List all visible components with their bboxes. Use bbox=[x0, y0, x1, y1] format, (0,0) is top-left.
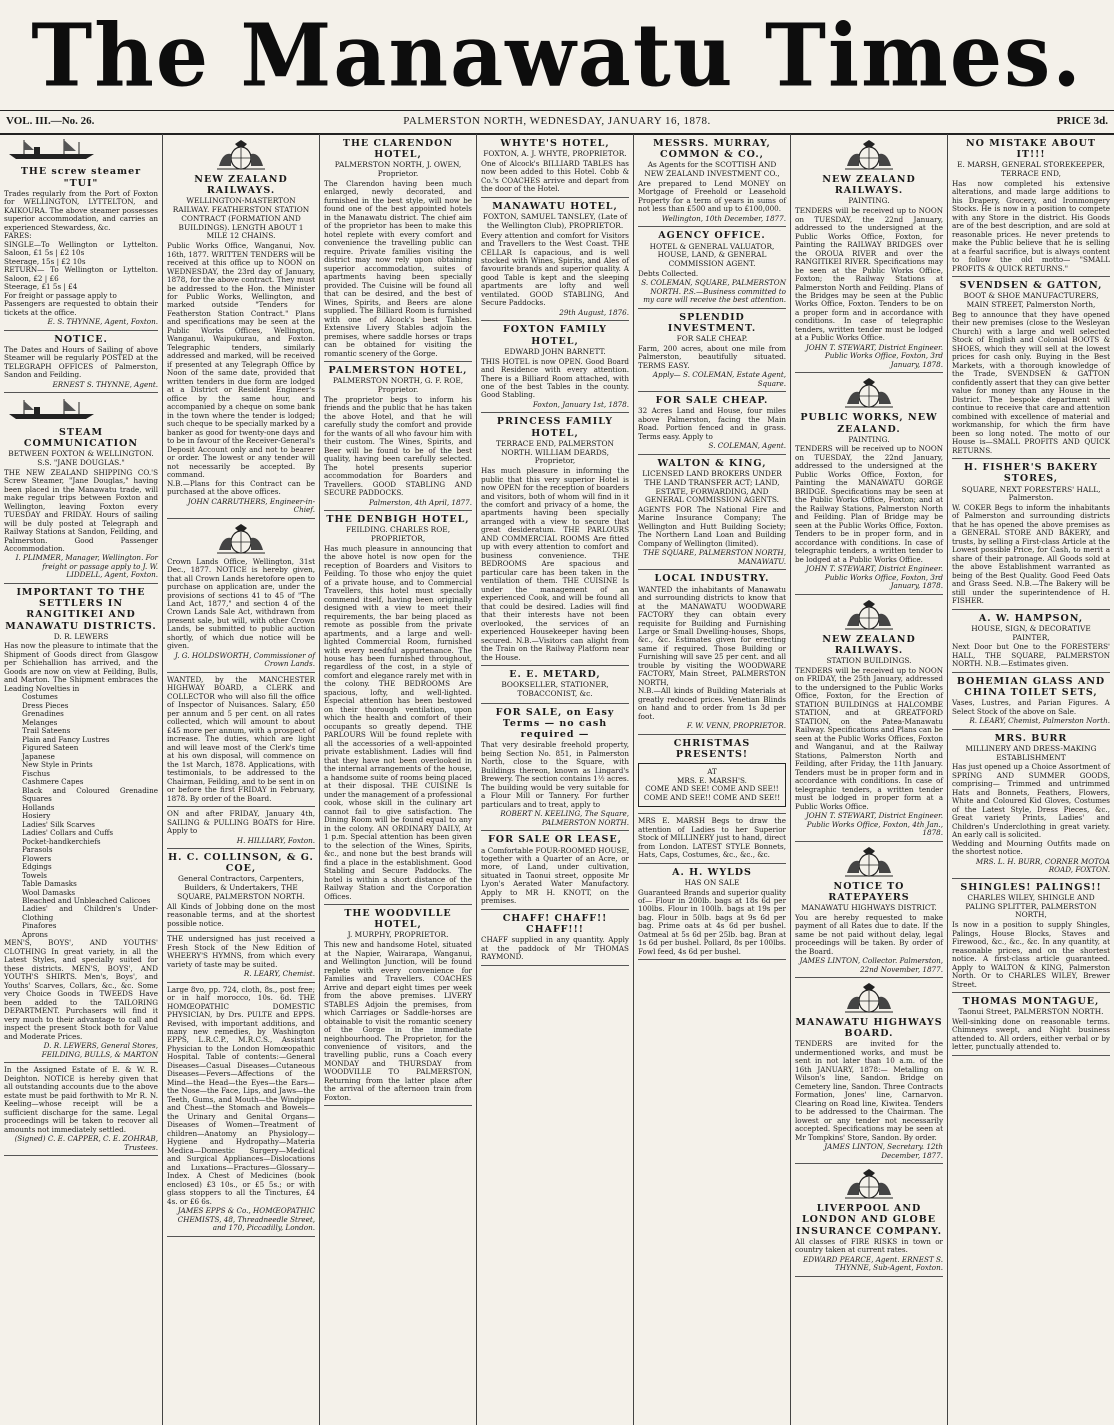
ad-body: WANTED, by the MANCHESTER HIGHWAY BOARD, a CLERK and COLLECTOR who will also fill the office of Inspector of Nuisances. Salary, £50 per annum and 5 per cent. on all rates collected, which will amount to about £45 more per annum, with a prospect of increase. The duties, which are light and will leave most of the Clerk's time at his own disposal, will commence on the 1st March, 1878. Applications, with testimonials, to be addressed to the Chairman, Feilding, and to be sent in on or before the first FRIDAY in February, 1878. By order of the Board. bbox=[167, 674, 315, 803]
column-1 bbox=[0, 134, 163, 1425]
advertisement bbox=[481, 707, 629, 831]
ad-signature: JOHN T. STEWART, District Engineer. Public Works Office, Foxton, 3rd January, 1878. bbox=[805, 342, 943, 369]
ad-subheading: TERRACE END, PALMERSTON NORTH. WILLIAM DEARDS, Proprietor, bbox=[496, 438, 614, 466]
advertisement bbox=[638, 458, 786, 571]
column-3 bbox=[320, 134, 477, 1425]
ad-subheading: As Agents for the SCOTTISH AND NEW ZEALAND INVESTMENT CO., bbox=[644, 160, 780, 179]
ad-signature: EDWARD PEARCE, Agent. ERNEST S. THYNNE, Sub-Agent, Foxton. bbox=[803, 1254, 943, 1273]
ad-body: You are hereby requested to make payment of all Rates due to date. If the same be not paid without delay, legal proceedings will be taken. By order of the Board. bbox=[795, 912, 943, 956]
ad-headline: NEW ZEALAND RAILWAYS. bbox=[822, 633, 916, 656]
ad-subheading: General Contractors, Carpenters, Builders, & Undertakers, THE SQUARE, PALMERSTON NORTH. bbox=[177, 874, 305, 901]
advertisement bbox=[167, 935, 315, 982]
ad-headline: NOTICE TO RATEPAYERS bbox=[828, 880, 910, 903]
ad-headline: WALTON & KING, bbox=[657, 457, 767, 469]
ad-signature: Apply— S. COLEMAN, Estate Agent, Square. bbox=[652, 370, 786, 388]
column-2 bbox=[163, 134, 320, 1425]
ad-headline: BOHEMIAN GLASS AND CHINA TOILET SETS, bbox=[956, 675, 1106, 699]
box-line: COME AND SEE!! COME AND SEE!! bbox=[643, 792, 781, 802]
ad-headline: STEAM COMMUNICATION bbox=[23, 426, 139, 449]
goods-item: Ladies' Collars and Cuffs bbox=[22, 828, 114, 838]
goods-item: Towels bbox=[22, 870, 47, 880]
advertisement bbox=[481, 201, 629, 322]
ad-subheading: J. MURPHY, PROPRIETOR. bbox=[347, 930, 449, 940]
ad-body: ON and after FRIDAY, January 4th, SAILING & PULLING BOATS for Hire. Apply to bbox=[167, 809, 315, 836]
ad-signature: R. LEARY, Chemist. bbox=[243, 969, 315, 979]
advertisement bbox=[638, 138, 786, 227]
advertisement bbox=[481, 913, 629, 966]
advertisement bbox=[4, 136, 158, 331]
ad-body: WANTED the inhabitants of Manawatu and surrounding districts to know that at the MANAWATU WOODWARE FACTORY they can obtain every requisite for Building and Furnishing Large or Small Dwelling-houses, Shops, &c., &c. Estimates given for erecting same if required. Those Building or Furnishing will save 25 per cent. and all trouble by visiting the WOODWARE FACTORY, Main Street, PALMERSTON NORTH, bbox=[638, 584, 786, 687]
ad-body: THE undersigned has just received a Fresh Stock of the New Edition of WHEERY'S HYMNS, from which every variety of taste may be suited. bbox=[167, 934, 315, 969]
royal-crest-icon bbox=[839, 598, 899, 632]
advertisement bbox=[638, 395, 786, 455]
ad-headline: A. H. WYLDS bbox=[672, 866, 752, 878]
advertisement bbox=[4, 587, 158, 1063]
fare-line: Steerage, £1 5s | £4 bbox=[4, 282, 78, 292]
ad-headline: THE WOODVILLE HOTEL, bbox=[344, 908, 452, 931]
royal-crest-icon bbox=[839, 845, 899, 879]
ad-subheading: CHARLES WILEY, SHINGLE AND PALING SPLITTER, PALMERSTON NORTH, bbox=[965, 892, 1097, 920]
ad-body: Debts Collected. bbox=[638, 268, 699, 278]
ad-subheading: MILLINERY AND DRESS-MAKING ESTABLISHMENT bbox=[965, 743, 1097, 762]
goods-item: Dress Pieces bbox=[22, 700, 69, 710]
goods-item: Aprons bbox=[22, 929, 48, 939]
box-line: COME AND SEE! COME AND SEE!! bbox=[645, 784, 779, 794]
goods-item: Fischus bbox=[22, 768, 50, 778]
ad-body: The proprietor begs to inform his friends and the public that he has taken the above Hotel, and that he will carefully study the comfort and provide for the wants of all who favour him with their custom. The Wines, Spirits, and Beer will be found to be of the best quality, having been carefully selected. The hotel presents superior accommodation for Boarders and Travellers. GOOD STABLING AND SECURE PADDOCKS. bbox=[324, 394, 472, 498]
advertisement bbox=[795, 138, 943, 373]
advertisement bbox=[952, 462, 1110, 610]
ad-headline: LOCAL INDUSTRY. bbox=[654, 573, 770, 585]
ad-subheading: PAINTING. bbox=[848, 196, 890, 206]
ad-signature: JOHN T. STEWART, District Engineer. Public Works Office, Foxton, 4th Jan., 1878. bbox=[805, 811, 943, 838]
advertisement bbox=[952, 280, 1110, 459]
advertisement bbox=[481, 324, 629, 413]
advertisement bbox=[795, 598, 943, 842]
box-line: MRS. E. MARSH'S. bbox=[677, 775, 747, 785]
royal-crest-icon bbox=[839, 376, 899, 410]
goods-item: Plain and Fancy Lustres bbox=[22, 734, 110, 744]
steamship-icon bbox=[4, 398, 104, 420]
ad-body: All classes of FIRE RISKS in town or country taken at current rates. bbox=[795, 1236, 943, 1255]
ad-headline: THE CLARENDON HOTEL, bbox=[342, 138, 454, 161]
ad-subheading: PAINTING. bbox=[848, 434, 890, 444]
ad-body: Trades regularly from the Port of Foxton for WELLINGTON, LYTTELTON, and KAIKOURA. The above steamer possesses superior accommodation, and carries an experienced Stewardess, &c. bbox=[4, 188, 158, 232]
goods-item: Japanese bbox=[22, 751, 55, 761]
ad-body: CHAFF supplied in any quantity. Apply at the paddock of Mr THOMAS RAYMOND. bbox=[481, 935, 629, 962]
goods-item: Melanges bbox=[22, 717, 58, 727]
ad-subheading: SQUARE, NEXT FORESTERS' HALL, Palmerston. bbox=[961, 484, 1101, 503]
fare-line: FARES: bbox=[4, 231, 32, 241]
goods-item: Pinafores bbox=[22, 921, 57, 931]
advertisement bbox=[324, 514, 472, 905]
ad-body: THE NEW ZEALAND SHIPPING CO.'S Screw Steamer, "Jane Douglas," having been placed in the Manawatu trade, will make regular trips between Foxton and Wellington, leaving Foxton every TUESDAY and FRIDAY. Hours of sailing will be duly posted at Telegraph and Railway Stations at Sandon, Feilding, and Palmerston. Good Passenger Accommodation. bbox=[4, 467, 158, 553]
ad-signature: (Signed) C. E. CAPPER, C. E. ZOHRAB, Trustees. bbox=[14, 1134, 158, 1152]
royal-crest-icon bbox=[839, 138, 899, 172]
advertisement bbox=[481, 138, 629, 198]
ad-body: TENDERS will be received up to NOON on TUESDAY, the 22nd January, addressed to the undersigned at the Public Works Office, Foxton, for Painting the RAILWAY BRIDGES over the OROUA RIVER and over the RANGITIKEI RIVER. Specifications may be seen at the Public Works Office, Foxton; the Railway Stations at Palmerston North and Feilding. Plans of the Bridges may be seen at the Public Works Office, Foxton. Tenders to be on a proper form and in accordance with conditions. In case of telegraphic tenders, written tender must be lodged at a Public Works Office. bbox=[795, 206, 943, 343]
ad-headline: MESSRS. MURRAY, COMMON & CO., bbox=[653, 138, 771, 161]
ad-headline: PRINCESS FAMILY HOTEL, bbox=[496, 416, 614, 439]
goods-item: Ladies' and Children's Under-Clothing bbox=[22, 904, 158, 922]
ad-body: Guaranteed Brands and superior quality of— Flour in 200lb. bags at 18s 6d per 100lbs. Flour in 100lb. bags at 19s per bag. Flour in 50lb. bags at 9s 6d per bag. Prime oats at 4s 6d per bushel. Oatmeal at 5s 6d per 25lb. bag. Bran at 1s 6d per bushel. Pollard, 8s per 100lbs. Fowl feed, 4s 6d per bushel. bbox=[638, 887, 786, 956]
ad-body: 32 Acres Land and House, four miles above Palmerston, facing the Main Road. Portion fenced and in grass. Terms easy. Apply to bbox=[638, 406, 786, 441]
advertisement bbox=[167, 986, 315, 1237]
ad-headline: MANAWATU HOTEL, bbox=[492, 200, 618, 212]
ad-headline: FOR SALE CHEAP. bbox=[655, 395, 769, 407]
ad-signature: I. PLIMMER, Manager, Wellington. For freight or passage apply to J. W. LIDDELL, Agent, Foxton. bbox=[15, 553, 158, 580]
issue-info-bar bbox=[0, 110, 1114, 135]
ad-signature: H. HILLIARY, Foxton. bbox=[236, 835, 315, 845]
goods-item: Pocket-handkerchiefs bbox=[22, 836, 101, 846]
ad-signature: JAMES EPPS & Co., HOMŒOPATHIC CHEMISTS, 48, Threadneedle Street, and 170, Piccadilly, London. bbox=[177, 1206, 315, 1233]
ad-headline: NOTICE. bbox=[54, 333, 108, 345]
steamship-icon bbox=[4, 138, 104, 160]
ad-signature: MRS. L. H. BURR, CORNER MOTOA ROAD, FOXTON. bbox=[975, 856, 1110, 875]
ad-headline: FOR SALE, on Easy Terms — no cash required — bbox=[495, 706, 615, 741]
advertisement bbox=[481, 669, 629, 704]
ad-signature: Foxton, January 1st, 1878. bbox=[532, 399, 629, 409]
ad-subheading: FEILDING. CHARLES ROE, PROPRIETOR, bbox=[345, 525, 451, 543]
advertisement bbox=[795, 981, 943, 1164]
ad-signature: JAMES LINTON, Collector. Palmerston, 22nd November, 1877. bbox=[799, 956, 943, 974]
christmas-box bbox=[638, 763, 786, 807]
advertisement bbox=[4, 1066, 158, 1156]
advertisement bbox=[167, 852, 315, 932]
fare-line: SINGLE—To Wellington or Lyttelton. Saloon, £1 5s | £2 10s bbox=[4, 239, 158, 258]
goods-item: Hosiery bbox=[22, 811, 51, 821]
ad-body: Has now completed his extensive alterations, and made large additions to his Drapery, Grocery, and Ironmongery Stocks. He is now in a position to compete with any Store in the district. His Goods are of the best description, and are sold at reasonable prices. He never pretends to make the Public believe that he is selling at a fearful sacrifice, but is always content to follow the old motto— "SMALL PROFITS & QUICK RETURNS." bbox=[952, 178, 1110, 273]
column-4 bbox=[477, 134, 634, 1425]
ad-headline: H. C. COLLINSON, & G. COE, bbox=[168, 852, 314, 875]
goods-item: Table Damasks bbox=[22, 879, 77, 889]
ad-body: Next Door but One to the FORESTERS' HALL, THE SQUARE, PALMERSTON NORTH. N.B.—Estimates given. bbox=[952, 642, 1110, 669]
royal-crest-icon bbox=[839, 1167, 899, 1201]
ad-headline: THE DENBIGH HOTEL, bbox=[326, 514, 470, 526]
ad-subheading: MANAWATU HIGHWAYS DISTRICT. bbox=[801, 902, 937, 912]
ad-headline: MRS. BURR bbox=[994, 732, 1068, 744]
ad-body: TENDERS will be received up to NOON on FRIDAY, the 25th January, addressed to the undersigned to the Public Works Office, Foxton, for the Erection of STATION BUILDINGS at HALCOMBE STATION, and at GREATFORD STATION, on the Patea-Manawatu Railway. Specifications and Plans can be seen at the Public Works Offices, Foxton and Wanganui, and at the Railway Stations, Palmerston North and Feilding, after Friday, the 11th January. Tenders must be in proper form and in accordance with conditions. In case of telegraphic tenders, a written tender must be lodged in proper form at a Public Works Office. bbox=[795, 665, 943, 811]
goods-list bbox=[4, 693, 158, 939]
ad-headline: SPLENDID INVESTMENT. bbox=[667, 311, 757, 334]
ad-body: TENDERS are invited for the undermentioned works, and must be sent in not later than 10 a.m. of the 16th JANUARY, 1878:— Metalling on Wilson's line, Sandon. Bridge on Cemetery line, Sandon. Three Contracts Formation, Jones' line, Carnarvon. Clearing on Road line, Kiwitea. Tenders to be addressed to the Chairman. The lowest or any tender not necessarily accepted. Specifications may be seen at Mr Tompkins' Store, Sandon. By order. bbox=[795, 1039, 943, 1142]
ad-body: Every attention and comfort for Visitors and Travellers to the West Coast. THE CELLAR Is capacious, and is well stocked with Wines, Spirits, and Ales of favourite brands and superior quality. A good Table is kept and the sleeping apartments are lofty and well ventilated. GOOD STABLING, And Secure Paddocks. bbox=[481, 230, 629, 308]
ad-headline: WHYTE'S HOTEL, bbox=[500, 138, 610, 149]
advertisement bbox=[952, 676, 1110, 730]
ad-subheading: PALMERSTON NORTH, G. F. ROE, Proprietor. bbox=[332, 376, 464, 394]
advertisement bbox=[952, 733, 1110, 879]
ad-body: MRS E. MARSH Begs to draw the attention of Ladies to her Superior Stock of MILLINERY just to hand, direct from London. LATEST STYLE Bonnets, Hats, Caps, Costumes, &c., &c., &c. bbox=[638, 816, 786, 860]
ad-extra: N.B.—Plans for this Contract can be purchased at the above offices. bbox=[167, 478, 315, 497]
newspaper-columns bbox=[0, 134, 1114, 1425]
ad-signature: S. COLEMAN, SQUARE, PALMERSTON NORTH. P.S.—Business committed to my care will receive the best attention. bbox=[641, 278, 786, 305]
column-6 bbox=[791, 134, 948, 1425]
ad-body: Beg to announce that they have opened their new premises (close to the Wesleyan Church) with a large and well selected Stock of English and Colonial BOOTS & SHOES, which they will sell at the lowest prices for cash only. Buying in the Best Markets, with a thorough knowledge of the Trade, SVENDSEN & GATTON confidently assert that they can give better value for money than any House in the District. The bespoke department will continue to receive that care and attention combined with excellence of material and workmanship, for which the firm have been so long noted. The motto of our House is—SMALL PROFITS AND QUICK RETURNS. bbox=[952, 309, 1110, 455]
advertisement bbox=[795, 1167, 943, 1277]
advertisement bbox=[638, 230, 786, 308]
goods-item: Edgings bbox=[22, 862, 52, 872]
ad-body: The Clarendon having been much enlarged, newly decorated, and furnished in the best style, will now be found one of the best appointed hotels in the Manawatu district. The chief aim of the proprietor has been to make this hotel replete with every comfort and convenience the travelling public can require. Private families visiting the district may now rely upon obtaining superior accommodation, suites of apartments having been specially provided. The Cuisine will be found all that can be desired, and the best of Wines, Spirits, and Beers are alone supplied. The Billiard Room is furnished with one of Alcock's best Tables. Extensive Livery Stables adjoin the premises, where saddle horses or traps can be obtained for visiting the romantic scenery of the Gorge. bbox=[324, 178, 472, 358]
royal-crest-icon bbox=[211, 522, 271, 556]
volume-number: VOL. III.—No. 26. bbox=[6, 115, 95, 127]
ad-body: Vases, Lustres, and Parian Figures. A Select Stock of the above on Sale. bbox=[952, 698, 1110, 716]
advertisement bbox=[167, 810, 315, 849]
ad-body: Has just opened up a Choice Assortment of SPRING AND SUMMER GOODS, comprising— Trimmed and untrimmed Hats and Bonnets, Feathers, Flowers, White and Coloured Kid Gloves, Costumes of the Latest Style, Dress Pieces, &c., Great variety Prints, Ladies' and Children's Underclothing in great variety. An early call is solicited. bbox=[952, 762, 1110, 840]
ad-headline: PALMERSTON HOTEL, bbox=[328, 365, 468, 377]
ad-headline: NO MISTAKE ABOUT IT!!! bbox=[965, 138, 1097, 161]
ad-signature: D. R. LEWERS, General Stores, FEILDING, BULLS, & MARTON bbox=[41, 1041, 158, 1059]
fare-line: For freight or passage apply to bbox=[4, 290, 117, 300]
ad-signature: R. LEARY, Chemist, Palmerston North. bbox=[969, 716, 1110, 726]
ad-headline: SVENDSEN & GATTON, bbox=[959, 280, 1103, 292]
ad-headline: H. FISHER'S BAKERY STORES, bbox=[963, 462, 1099, 485]
box-line: AT bbox=[707, 767, 717, 777]
advertisement bbox=[952, 882, 1110, 993]
advertisement bbox=[4, 334, 158, 394]
goods-item: Costumes bbox=[22, 692, 58, 702]
ad-signature: JAMES LINTON, Secretary. 12th December, 1877. bbox=[824, 1142, 943, 1160]
ad-headline: THE screw steamer "TUI" bbox=[20, 166, 142, 189]
newspaper-title: The Manawatu Times. bbox=[31, 5, 1083, 107]
ad-extra: Wedding and Mourning Outfits made on the shortest notice. bbox=[952, 838, 1110, 857]
ad-headline: NEW ZEALAND RAILWAYS. bbox=[822, 174, 916, 197]
ad-subheading: HOTEL & GENERAL VALUATOR, HOUSE, LAND, & GENERAL COMMISSION AGENT. bbox=[649, 241, 775, 268]
advertisement bbox=[167, 138, 315, 519]
advertisement bbox=[167, 522, 315, 673]
ad-extra: Passengers are requested to obtain their tickets at the office. bbox=[4, 299, 158, 317]
ad-headline: CHAFF! CHAFF!! CHAFF!!! bbox=[502, 912, 608, 936]
advertisement bbox=[481, 416, 629, 666]
ad-body: a Comfortable FOUR-ROOMED HOUSE, together with a Quarter of an Acre, or more, of Land, under cultivation, situated in Taonui street, opposite Mr Lyon's Aerated Water Manufactory. Apply to MR H. KNOTT, on the premises. bbox=[481, 845, 629, 906]
ad-subheading: HOUSE, SIGN, & DECORATIVE PAINTER, bbox=[971, 624, 1091, 642]
ad-subheading: STATION BUILDINGS. bbox=[826, 656, 912, 666]
goods-item: Wool Damasks bbox=[22, 887, 76, 897]
advertisement bbox=[324, 365, 472, 511]
ad-body: That very desirable freehold property, being Section No. 851, in Palmerston North, close to the Square, with Buildings thereon, known as Lingard's Brewery. The section contains 1½ acres. The building would be very suitable for a Flour Mill or Tannery. For further particulars and to treat, apply to bbox=[481, 740, 629, 809]
ad-body: Has much pleasure in informing the public that this very superior Hotel is now OPEN for the reception of boarders and visitors, both of whom will find in it the comfort and privacy of a home, the apartments having been specially arranged with a view to secure that great desideratum. THE PARLOURS AND COMMERCIAL ROOMS Are fitted up with every attention to comfort and business convenience. THE BEDROOMS Are spacious and particular care has been taken in the ventilation of them. THE CUISINE Is under the management of an experienced Cook, and will be found all that could be desired. Ladies will find that their interests have not been overlooked, the services of an experienced Housekeeper having been secured. N.B.—Visitors can alight from the Train on the Railway Platform near the House. bbox=[481, 466, 629, 662]
ad-body: In the Assigned Estate of E. & W. R. Deighton. NOTICE is hereby given that all outstanding accounts due to the above estate must be paid forthwith to Mr R. N. Keeling—whose receipt will be a sufficient discharge for the same. Legal proceedings will be taken to recover all amounts not immediately settled. bbox=[4, 1065, 158, 1134]
ad-subheading: D. R. LEWERS bbox=[53, 631, 109, 641]
ad-body: This new and handsome Hotel, situated at the Napier, Wairarapa, Wanganui, and Wellington Junction, will be found replete with every convenience for Families and Travellers. COACHES Arrive and depart eight times per week from the above premises. LIVERY STABLES Adjoin the premises, from which Carriages or Saddle-horses are obtainable to visit the romantic scenery of the Gorge in the immediate neighbourhood. The Proprietor, for the convenience of visitors, and the travelling public, runs a Coach every MONDAY and THURSDAY from WOODVILLE TO PALMERSTON, Returning from the latter place after the arrival of the afternoon train from Foxton. bbox=[324, 940, 472, 1102]
goods-item: Cashmere Capes bbox=[22, 777, 84, 787]
ad-subheading: HAS ON SALE bbox=[684, 877, 740, 887]
advertisement bbox=[638, 817, 786, 863]
dateline: PALMERSTON NORTH, WEDNESDAY, JANUARY 16, 1878. bbox=[403, 115, 711, 127]
ad-extra: N.B.—All kinds of Building Materials at greatly reduced prices. Venetian Blinds on hand and to order from 1s 3d per foot. bbox=[638, 686, 786, 721]
goods-item: Bleached and Unbleached Calicoes bbox=[22, 896, 151, 905]
advertisement bbox=[324, 138, 472, 362]
goods-item: Ladies' Silk Scarves bbox=[22, 819, 95, 829]
goods-item: Grenadines bbox=[22, 709, 64, 719]
advertisement bbox=[795, 845, 943, 979]
ad-body: Are prepared to Lend MONEY on Mortgage of Freehold or Leasehold Property for a term of years in sums of not less than £500 and up to £100,000. bbox=[638, 178, 786, 214]
ad-subheading: E. MARSH, GENERAL STOREKEEPER, TERRACE END, bbox=[957, 160, 1105, 179]
ad-body: Well-sinking done on reasonable terms. Chimneys swept, and Night business attended to. All orders, either verbal or by letter, punctually attended to. bbox=[952, 1016, 1110, 1052]
ad-extra: MEN'S, BOYS', AND YOUTHS' CLOTHING In great variety, in all the Latest Styles, and specially suited for these districts. MEN'S, BOYS', AND YOUTH'S SHIRTS. Men's, Boys', and Youths' Scarves, Collars, &c., &c. Some very Choice Goods in TWEEDS Have been added to the TAILORING DEPARTMENT. Purchasers will find it very much to their advantage to call and inspect the present Stock both for Value and Moderate Prices. bbox=[4, 938, 158, 1041]
ad-signature: S. COLEMAN, Agent. bbox=[708, 441, 786, 451]
column-5 bbox=[634, 134, 791, 1425]
royal-crest-icon bbox=[839, 981, 899, 1015]
ad-headline: MANAWATU HIGHWAYS BOARD. bbox=[795, 1017, 943, 1040]
ad-body: Has now the pleasure to intimate that the Shipment of Goods direct from Glasgow per Schiehallion has arrived, and the Goods are now on view at Feilding, Bulls, and Marton. The Shipment embraces the Leading Novelties in bbox=[4, 641, 158, 693]
advertisement bbox=[795, 376, 943, 594]
ad-headline: LIVERPOOL AND LONDON AND GLOBE INSURANCE COMPANY. bbox=[795, 1203, 943, 1237]
ad-subheading: WELLINGTON-MASTERTON RAILWAY. FEATHERSTON STATION CONTRACT (FORMATION AND BUILDINGS). LENGTH ABOUT 1 MILE 12 CHAINS. bbox=[172, 196, 310, 241]
advertisement bbox=[638, 573, 786, 734]
ad-body: Farm, 200 acres, about one mile from Palmerston, beautifully situated. TERMS EASY. bbox=[638, 343, 786, 370]
ad-subheading: FOXTON, A. J. WHYTE, PROPRIETOR. bbox=[483, 149, 627, 159]
ad-subheading: BOOKSELLER, STATIONER, TOBACCONIST, &c. bbox=[501, 680, 609, 699]
goods-item: Figured Sateen bbox=[22, 743, 79, 753]
ad-headline: PUBLIC WORKS, NEW ZEALAND. bbox=[800, 412, 938, 435]
ad-subheading: EDWARD JOHN BARNETT. bbox=[504, 346, 606, 356]
price: PRICE 3d. bbox=[1056, 115, 1108, 127]
advertisement bbox=[952, 996, 1110, 1056]
ad-headline: AGENCY OFFICE. bbox=[658, 230, 766, 242]
ad-body: One of Alcock's BILLIARD TABLES has now been added to this Hotel. Cobb & Co.'s COACHES arrive and depart from the door of the Hotel. bbox=[481, 158, 629, 194]
ad-body: All Kinds of Jobbing done on the most reasonable terms, and at the shortest possible notice. bbox=[167, 901, 315, 928]
advertisement bbox=[952, 138, 1110, 277]
advertisement bbox=[4, 396, 158, 584]
ad-signature: F. W. VENN, PROPRIETOR. bbox=[686, 721, 786, 731]
ad-subheading: BETWEEN FOXTON & WELLINGTON. S.S. "JANE DOUGLAS." bbox=[8, 449, 154, 467]
ad-body: THIS HOTEL is now OPEN. Good Board and Residence with every attention. There is a Billiard Room attached, with one of the best Tables in the county. Good Stabling. bbox=[481, 356, 629, 400]
ad-signature: JOHN T. STEWART, District Engineer. Public Works Office, Foxton, 3rd January, 1878. bbox=[805, 564, 943, 591]
ad-body: Has much pleasure in announcing that the above hotel is now open for the reception of Boarders and Visitors to Feilding. To those who enjoy the quiet of a private house, and to Commercial Travellers, this hotel must specially commend itself, having been originally designed with a view to meet their requirements, the bar being placed as remote as possible from the private apartments, and a large and well-lighted Commercial Room, furnished with every needful appurtenance. The house has been furnished throughout, regardless of the cost, in a style of comfort and elegance rarely met with in the colony. THE BEDROOMS Are spacious, lofty, and well-lighted. Especial attention has been bestowed on their thorough ventilation, upon which the health and comfort of their occupants so greatly depend. THE PARLOURS Will be found replete with all the accessories of a well-appointed private establishment. Ladies will find that they have not been overlooked in the internal arrangements of the house, a handsome suite of rooms being placed at their disposal. THE CUISINE Is under the management of a professional cook, whose skill in the culinary art cannot fail to give satisfaction. The Dining Room will be found equal to any in the colony. AN ORDINARY DAILY, At 1 p.m. Special attention has been given to the selection of the Wines, Spirits, &c., and none but the best brands will find a place in the establishment. Good Stabling and Secure Paddocks. The hotel is within a short distance of the Railway Station and the Corporation Offices. bbox=[324, 543, 472, 901]
advertisement bbox=[638, 867, 786, 961]
fare-line: Steerage, 15s | £2 10s bbox=[4, 256, 86, 266]
ad-signature: 29th August, 1876. bbox=[559, 307, 629, 317]
ad-headline: NEW ZEALAND RAILWAYS. bbox=[194, 174, 288, 197]
ad-subheading: PALMERSTON NORTH, J. OWEN, Proprietor. bbox=[334, 160, 462, 179]
column-7 bbox=[948, 134, 1114, 1425]
ad-subheading: BOOT & SHOE MANUFACTURERS, MAIN STREET, Palmerston North, bbox=[963, 291, 1099, 310]
ad-body: Large 8vo, pp. 724, cloth, 8s., post free; or in half morocco, 10s. 6d. THE HOMŒOPATHIC DOMESTIC PHYSICIAN, by Drs. PULTE and EPPS. Revised, with important additions, and many new remedies, by Washington EPPS, L.R.C.P., M.R.C.S., Assistant Physician to the London Homœopathic Hospital. Table of contents:—General Diseases—Casual Diseases—Cutaneous Diseases—Fevers—Affections of the Mind—the Head—the Eyes—the Ears—the Nose—the Face, Lips, and Jaws—the Teeth, Gums, and Mouth—the Windpipe and Chest—the Stomach and Bowels—the Urinary and Genital Organs—Diseases of Women—Treatment of children—Anatomy an Physiology—Hygiene and Hydropathy—Materia Medica—Domestic Surgery—Medical and Surgical Appliances—Dislocations and Luxations—Fractures—Glossary—Index. A Chest of Medicines (book enclosed) £3 10s., or £5 5s.; or with glass stoppers to all the Tinctures, £4 4s. or £6 6s. bbox=[167, 984, 315, 1206]
fare-lines bbox=[4, 232, 158, 300]
goods-item: Flowers bbox=[22, 853, 52, 863]
ad-subheading: LICENSED LAND BROKERS UNDER THE LAND TRANSFER ACT; LAND, ESTATE, FORWARDING, AND GENERAL COMMISSION AGENTS. bbox=[642, 469, 782, 505]
ad-signature: THE SQUARE, PALMERSTON NORTH, MANAWATU. bbox=[643, 548, 786, 566]
ad-headline: E. E. METARD, bbox=[509, 669, 601, 681]
ad-body: Public Works Office, Wanganui, Nov. 16th, 1877. WRITTEN TENDERS will be received at this office up to NOON on WEDNESDAY, the 23rd day of January, 1878, for the above contract. They must be addressed to the Hon. the Minister for Public Works, Wellington, and marked outside "Tenders for Featherston Station Contract." Plans and specifications may be seen at the Public Works Offices, Wellington, Wanganui, Waipukurau, and Foxton. Telegraphic tenders, similarly addressed and marked, will be received if presented at any Telegraph Office by Noon of the same date, provided that written tenders in due form are lodged at a District or Resident Engineer's office by the same hour, and accompanied by a cheque on some bank in the town where the tender is lodged; such cheque to be specially marked by a banker as good for twenty-one days and to be in favour of the Receiver-General's Deposit Account only and not to bearer or order. The lowest or any tender will not necessarily be accepted. By command. bbox=[167, 241, 315, 480]
ad-headline: IMPORTANT TO THE SETTLERS IN RANGITIKEI AND MANAWATU DISTRICTS. bbox=[5, 586, 157, 632]
ad-body: AGENTS FOR The National Fire and Marine Insurance Company; The Wellington and Hutt Building Society; The Northern Land Loan and Building Company of Wellington (limited). bbox=[638, 504, 786, 548]
masthead bbox=[0, 0, 1114, 112]
goods-item: Trail Sateens bbox=[22, 726, 71, 736]
ad-body: The Dates and Hours of Sailing of above Steamer will be regularly POSTED at the TELEGRAPH OFFICES of Palmerston, Sandon and Feilding. bbox=[4, 344, 158, 380]
ad-headline: FOXTON FAMILY HOTEL, bbox=[503, 324, 607, 347]
ad-signature: J. G. HOLDSWORTH, Commissioner of Crown Lands. bbox=[174, 650, 315, 669]
ad-headline: FOR SALE OR LEASE, bbox=[488, 834, 622, 846]
advertisement bbox=[638, 738, 786, 814]
ad-signature: Wellington, 10th December, 1877. bbox=[661, 213, 786, 223]
ad-signature: ERNEST S. THYNNE, Agent. bbox=[52, 379, 158, 389]
ad-signature: ROBERT N. KEELING, The Square, PALMERSTON NORTH. bbox=[500, 809, 629, 827]
ad-subheading: FOR SALE CHEAP. bbox=[676, 334, 748, 344]
ad-body: W. COKER Begs to inform the inhabitants of Palmerston and surrounding districts that he has opened the above premises as a GENERAL STORE AND BAKERY, and trusts, by selling a First-class Article at the Lowest possible Price, for Cash, to merit a share of their patronage. All Goods sold at the above Establishment warranted as being of the Best Quality. Good Feed Oats and Grass Seed. N.B.—The Bakery will be still under the superintendence of H. FISHER. bbox=[952, 502, 1110, 606]
goods-item: Hollands bbox=[22, 802, 55, 812]
goods-item: New Style in Prints bbox=[22, 760, 93, 770]
ad-signature: JOHN CARRUTHERS, Engineer-in-Chief. bbox=[187, 496, 315, 515]
ad-body: TENDERS will be received up to NOON on TUESDAY, the 22nd January, addressed to the undersigned at the Public Works Office, Foxton, for Painting the MANAWATU GORGE BRIDGE. Specifications may be seen at the Public Works Office, Foxton; and at the Railway Stations, Palmerston North and Feilding. Plan of Bridge may be seen at the Public Works Office, Foxton. Tenders to be in proper form, and in accordance with conditions. In case of telegraphic tenders, a written tender to be lodged at a Public Works Office. bbox=[795, 444, 943, 564]
ad-headline: SHINGLES! PALINGS!! bbox=[960, 881, 1102, 893]
advertisement bbox=[167, 676, 315, 807]
advertisement bbox=[952, 613, 1110, 673]
advertisement bbox=[324, 908, 472, 1106]
ad-signature: E. S. THYNNE, Agent, Foxton. bbox=[47, 317, 158, 327]
royal-crest-icon bbox=[211, 138, 271, 172]
ad-signature: Palmerston, 4th April, 1877. bbox=[368, 497, 472, 507]
advertisement bbox=[481, 834, 629, 910]
goods-item: Black and Coloured Grenadine Squares bbox=[22, 785, 158, 804]
ad-subheading: FOXTON, SAMUEL TANSLEY, (Late of the Wellington Club), PROPRIETOR. bbox=[482, 212, 628, 230]
ad-headline: CHRISTMAS PRESENTS! bbox=[673, 737, 751, 760]
goods-item: Parasols bbox=[22, 845, 53, 855]
ad-headline: THOMAS MONTAGUE, bbox=[962, 996, 1100, 1008]
ad-subheading: Taonui Street, PALMERSTON NORTH. bbox=[958, 1007, 1104, 1017]
ad-body: Is now in a position to supply Shingles, Palings, House Blocks, Staves and Firewood, &c., &c., &c. In any quantity, at reasonable prices, and on the shortest notice. A first-class article guaranteed. Apply to WALTON & KING, Palmerston North. Or to CHARLES WILEY, Brewer Street. bbox=[952, 920, 1110, 989]
advertisement bbox=[638, 312, 786, 393]
ad-body: Crown Lands Office, Wellington, 31st Dec., 1877. NOTICE is hereby given, that all Crown Lands heretofore open to purchase on application are, under the provisions of sections 41 to 45 of "The Land Act, 1877," and section 4 of the Crown Lands Sale Act, withdrawn from present sale, but will, with other Crown Lands, be submitted to public auction shortly, of which due notice will be given. bbox=[167, 556, 315, 651]
ad-headline: A. W. HAMPSON, bbox=[978, 612, 1084, 624]
fare-line: RETURN— To Wellington or Lyttelton. Saloon, £2 | £6 bbox=[4, 265, 158, 283]
